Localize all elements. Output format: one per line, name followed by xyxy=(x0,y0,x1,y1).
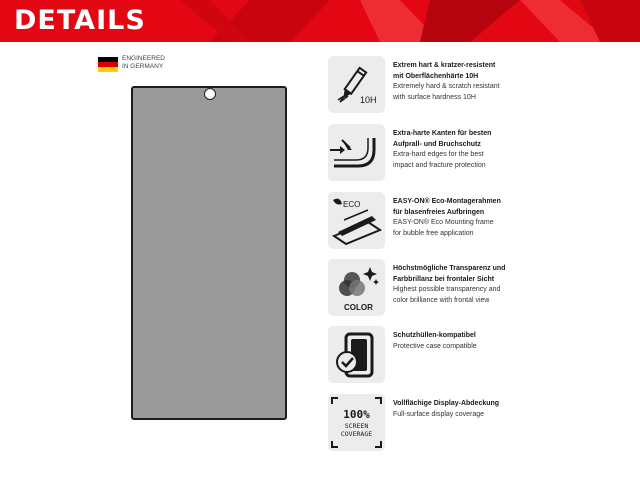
color-transparency-icon xyxy=(328,259,385,316)
feature-en-line: color brilliance with frontal view xyxy=(393,296,490,304)
icon-label-100: 100% xyxy=(343,408,370,421)
feature-de-line: EASY-ON® Eco-Montagerahmen xyxy=(393,198,501,205)
feature-en-line: impact and fracture protection xyxy=(393,161,486,169)
camera-cutout-icon xyxy=(204,88,216,100)
feature-en-line: Protective case compatible xyxy=(393,342,477,350)
icon-label-screen: SCREEN xyxy=(344,422,369,430)
icon-label-color: COLOR xyxy=(344,303,373,312)
screen-protector-illustration xyxy=(131,86,287,420)
feature-en-line: Extra-hard edges for the best xyxy=(393,151,484,158)
feature-en-line: Full-surface display coverage xyxy=(393,410,485,418)
feature-de-line: Farbbrillanz bei frontaler Sicht xyxy=(393,275,495,283)
pen-scratch-icon xyxy=(328,56,385,113)
feature-en-line: Extremely hard & scratch resistant xyxy=(393,83,500,90)
case-check-icon xyxy=(328,326,385,383)
feature-de-line: mit Oberflächenhärte 10H xyxy=(393,72,479,80)
eco-frame-icon xyxy=(328,192,385,249)
feature-full-coverage xyxy=(328,394,618,454)
page-title: DETAILS xyxy=(14,5,146,36)
feature-de-line: für blasenfreies Aufbringen xyxy=(393,208,485,216)
icon-label-coverage: COVERAGE xyxy=(340,430,373,438)
engineered-badge xyxy=(98,55,165,72)
feature-en-line: EASY-ON® Eco Mounting frame xyxy=(393,219,494,226)
feature-case-compatible xyxy=(328,326,618,386)
feature-de-line: Extra-harte Kanten für besten xyxy=(393,130,492,137)
feature-de-line: Extrem hart & kratzer-resistent xyxy=(393,62,496,69)
full-coverage-icon xyxy=(328,394,385,451)
feature-de-line: Vollflächige Display-Abdeckung xyxy=(393,400,500,407)
feature-color xyxy=(328,259,618,319)
feature-edges xyxy=(328,124,618,184)
icon-label-10h: 10H xyxy=(360,95,377,105)
feature-de-line: Schutzhüllen-kompatibel xyxy=(393,332,476,339)
feature-de-line: Höchstmögliche Transparenz und xyxy=(393,265,506,272)
header-banner xyxy=(0,0,640,42)
german-flag-icon xyxy=(98,57,118,72)
feature-de-line: Aufprall- und Bruchschutz xyxy=(393,140,481,148)
feature-hardness xyxy=(328,56,618,116)
badge-line1: ENGINEERED xyxy=(122,55,165,62)
icon-label-eco: ECO xyxy=(343,200,361,209)
feature-en-line: for bubble free application xyxy=(393,229,474,237)
edge-impact-icon xyxy=(328,124,385,181)
feature-en-line: with surface hardness 10H xyxy=(393,93,476,101)
feature-en-line: Highest possible transparency and xyxy=(393,286,501,293)
badge-line2: IN GERMANY xyxy=(122,63,164,70)
feature-easy-on xyxy=(328,192,618,252)
